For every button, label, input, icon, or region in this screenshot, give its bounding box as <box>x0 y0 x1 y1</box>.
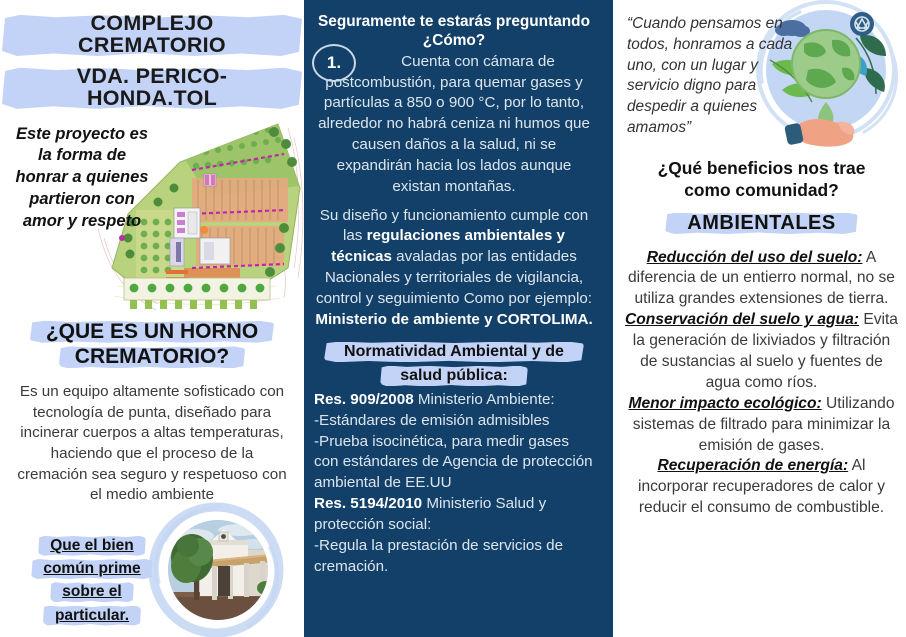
paragraph-2-bold-ministry: Ministerio de ambiente y CORTOLIMA. <box>315 310 593 328</box>
benefits-list <box>625 248 898 520</box>
norm-text: Ministerio Salud y protección social: <box>314 495 547 533</box>
heading-highlight-band-1 <box>36 319 268 345</box>
paragraph-2-bold-regs: regulaciones ambientales y técnicas <box>331 227 565 266</box>
normativity-text-2: salud pública: <box>400 366 508 384</box>
title-text-2: VDA. PERICO- HONDA.TOL <box>76 63 228 110</box>
slogan-band-2 <box>37 557 146 580</box>
norm-item <box>314 411 594 432</box>
norm-item <box>314 536 594 578</box>
normativity-band <box>314 340 594 388</box>
benefit-text: A diferencia de un entierro normal, no se utiliza grandes extensiones de tierra. <box>628 248 895 308</box>
benefit-item <box>625 248 898 311</box>
norm-text: -Prueba isocinética, para medir gases con estándares de Agencia de protección ambiental de EE.UU <box>314 432 593 492</box>
paragraph-2-part-a: Su diseño y funcionamiento cumple con las <box>319 206 589 245</box>
title-highlight-band-1 <box>8 11 296 59</box>
benefits-question-line1: ¿Qué beneficios nos trae <box>657 158 866 178</box>
middle-panel <box>304 0 604 637</box>
slogan-text-2: común prime <box>43 560 141 578</box>
middle-paragraph-2 <box>314 206 594 331</box>
middle-paragraph-1 <box>314 52 594 198</box>
horno-description: Es un equipo altamente sofisticado con tecnología de punta, diseñado para incinerar cuerpos a altas temperaturas, haciendo que el proceso de la cremación sea seguro y respetuoso con el medio ambiente <box>17 382 287 504</box>
ambientales-highlight <box>671 211 851 236</box>
benefits-question <box>625 158 898 202</box>
benefit-term: Menor impacto ecológico: <box>628 394 822 412</box>
benefit-term: Recuperación de energía: <box>657 457 849 475</box>
heading-text-2: CREMATORIO? <box>74 345 230 369</box>
pull-quote: “Cuando pensamos en todos, honramos a cada uno, con un lugar y servicio digno para despedir a quienes amamos” <box>627 15 793 136</box>
building-photo <box>142 496 290 637</box>
title-highlight-band-2 <box>8 64 296 112</box>
slogan-and-photo <box>8 508 296 637</box>
norms-list <box>314 390 594 577</box>
normativity-highlight-2 <box>386 364 522 388</box>
slogan-text-3: sobre el <box>62 583 122 601</box>
heading-highlight-band-2 <box>65 344 239 370</box>
norm-text: -Regula la prestación de servicios de cremación. <box>314 536 564 575</box>
right-panel <box>604 0 906 637</box>
norm-code: Res. 909/2008 <box>314 390 414 408</box>
slogan-band-4 <box>49 604 135 627</box>
benefits-question-line2: como comunidad? <box>684 179 839 200</box>
paragraph-1-text: Cuenta con cámara de postcombustión, para quemar gases y partículas a 850 o 900 °C, por lo tanto, alrededor no habrá ceniza ni humos que causen daños a la salud, ni se expandirán hacia los lados aunque existan montañas. <box>318 52 590 195</box>
normativity-highlight-1 <box>330 340 578 364</box>
norm-item <box>314 494 594 536</box>
norm-item <box>314 390 594 411</box>
ambientales-text: AMBIENTALES <box>687 211 836 234</box>
norm-text: Ministerio Ambiente: <box>413 390 555 408</box>
middle-heading: Seguramente te estarás preguntando ¿Cómo? <box>318 13 590 50</box>
slogan-band-3 <box>56 580 127 603</box>
benefit-term: Reducción del uso del suelo: <box>646 248 863 266</box>
slogan-text-1: Que el bien <box>50 536 134 554</box>
page-title-line1 <box>8 11 296 59</box>
benefit-item <box>625 310 898 394</box>
lead-statement: Este proyecto es la forma de honrar a quienes partieron con amor y respeto <box>15 124 149 230</box>
paragraph-2-part-c: avaladas por las entidades Nacionales y territoriales de vigilancia, control y seguimiento Como por ejemplo: <box>315 248 593 307</box>
normativity-text-1: Normatividad Ambiental y de <box>344 342 564 360</box>
benefit-term: Conservación del suelo y agua: <box>625 311 859 329</box>
ambientales-band <box>625 211 898 236</box>
benefit-item <box>625 456 898 519</box>
slogan-band-1 <box>44 534 140 557</box>
heading-text-1: ¿QUE ES UN HORNO <box>45 319 259 343</box>
slogan-text-4: particular. <box>54 606 130 624</box>
section-heading-horno <box>8 319 296 370</box>
benefit-text: Al incorporar recuperadores de calor y reducir el consumo de combustible. <box>637 457 886 517</box>
left-panel <box>0 0 304 637</box>
benefit-text: Utilizando sistemas de filtrado para minimizar la emisión de gases. <box>632 394 895 454</box>
slogan-block <box>24 534 160 627</box>
page-title-line2 <box>8 64 296 112</box>
lead-and-siteplan <box>8 124 296 309</box>
step-number-badge: 1. <box>312 44 356 82</box>
benefit-text: Evita la generación de lixiviados y filtración de sustancias al suelo y fuentes de agua como ríos. <box>632 311 898 391</box>
norm-code: Res. 5194/2010 <box>314 495 423 513</box>
norm-item <box>314 432 594 494</box>
norm-text: -Estándares de emisión admisibles <box>314 411 550 429</box>
quote-and-globe <box>625 4 898 156</box>
benefit-item <box>625 394 898 457</box>
title-text-1: COMPLEJO CREMATORIO <box>78 11 226 57</box>
